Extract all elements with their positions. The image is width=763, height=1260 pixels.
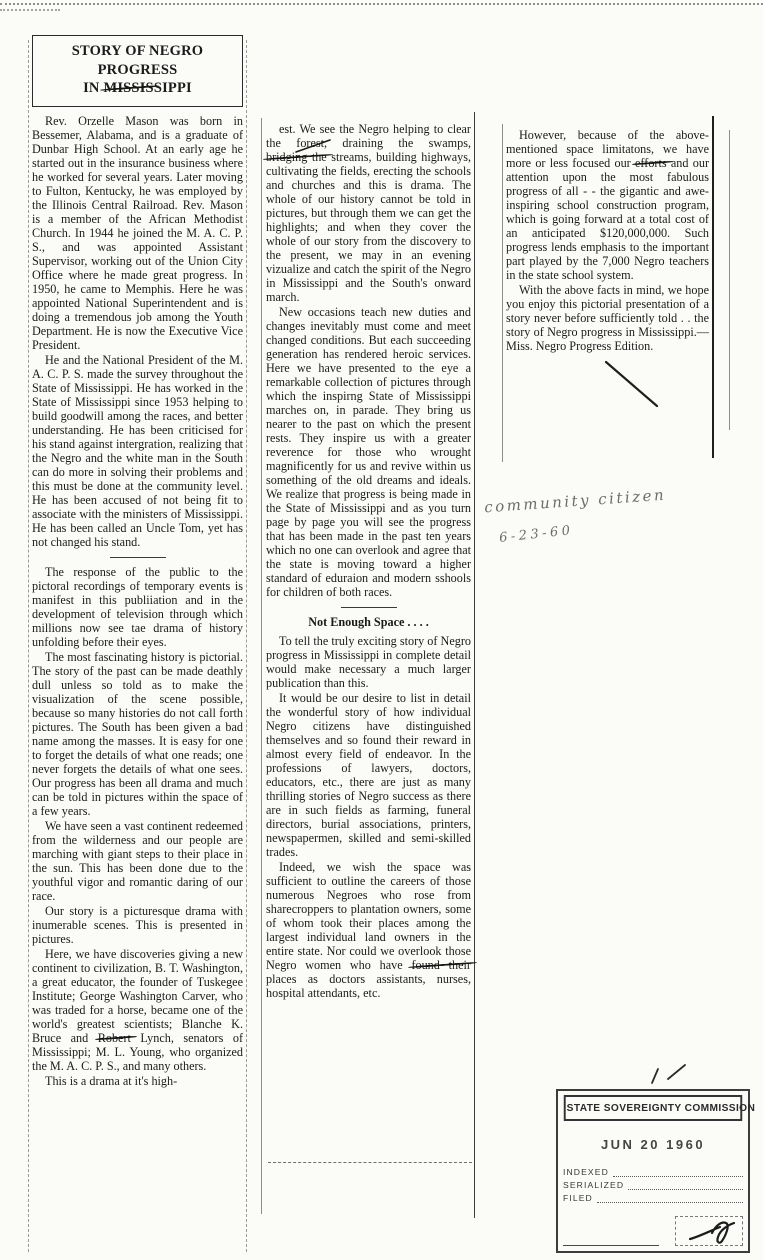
headline-line-2 (35, 79, 240, 98)
column-rule-right-of-col2 (474, 112, 475, 1218)
text-segment: The most fascinating history is pictorial. The story of the past can be made deathly dull unless so told as to make the visualization of the scene possible, because so many histories do not call forth pictures. The South has been given a bad name among the masses. It is easy for one to forget the details of what one reads; one never forgets the details of what one sees. Our progress has been all drama and much can be told in pictures within the space of a few years. (32, 649, 243, 818)
headline-box (32, 35, 243, 107)
column-rule-right-of-col3 (712, 116, 714, 458)
dotted-leader (613, 1168, 743, 1177)
text-segment: IN (83, 80, 104, 96)
paragraph (506, 128, 709, 282)
paragraph (266, 634, 471, 690)
column-rule-right-of-col1 (246, 40, 247, 1252)
section-divider (110, 557, 166, 558)
column-3 (506, 128, 709, 353)
stamp-field-label: INDEXED (563, 1167, 609, 1177)
text-segment: Our story is a picturesque drama with inumerable scenes. This is presented in pictures. (32, 903, 243, 946)
pen-strikethrough: efforts (635, 156, 667, 170)
subhead-not-enough-space: Not Enough Space . . . . (308, 615, 429, 629)
pen-tick-mark (652, 1069, 658, 1083)
stamp-bottom-row (563, 1216, 743, 1246)
text-segment: New occasions teach new duties and changes inevitably must come and meet changed conditions. But each succeeding generation has rendered heroic services. Here we have presented to the eye a remarkable collection of pictures through which the inspirng State of Mississippi marches on, in parade. They bring us nearer to the past on which the present rests. They inspire us with a greater reverence for those who wrought magnificently for us and revive within us something of the old dreams and ideals. We realize that progress is being made in the State of Mississippi and as you turn page by page you will see the progress that has been made in the past ten years which no one can overlook and agree that the state is moving toward a higher standard of eduraion and modern sshools for children of both races. (266, 305, 471, 599)
dotted-leader (597, 1194, 743, 1203)
column-rule-left-of-col2 (261, 118, 262, 1214)
state-sovereignty-commission-stamp (556, 1089, 756, 1253)
pen-tick-mark (668, 1065, 685, 1079)
pen-strikethrough: MISSIS (103, 80, 154, 96)
column-2 (266, 122, 471, 1000)
stamp-fields (563, 1167, 743, 1203)
paragraph (32, 947, 243, 1073)
column-rule-left-of-col3 (502, 124, 503, 462)
pen-strikethrough: bridging the (266, 150, 327, 164)
text-segment: SIPPI (153, 80, 192, 96)
paragraph (32, 1074, 243, 1088)
paragraph (32, 353, 243, 549)
pen-strikethrough: found their (411, 958, 471, 972)
column-1 (32, 35, 243, 1088)
stamp-field-label: SERIALIZED (563, 1180, 625, 1190)
stamp-field-label: FILED (563, 1193, 593, 1203)
pen-strikethrough: Robert (97, 1030, 131, 1045)
headline-line-1: STORY OF NEGRO PROGRESS (71, 43, 204, 78)
paragraph (266, 691, 471, 859)
paragraph (32, 650, 243, 818)
text-segment: He and the National President of the M. A. C. P. S. made the survey throughout the State of Mississippi. He has worked in the State of Mississippi since 1953 helping to build goodwill among the races, and better understanding. He has been criticised for his stand against intergration, realizing that the Negro and the white man in the South can do more in solving their problems and this must be done at the community level. He has been accused of not being fit to associate with the ministers of Mississippi. He has been called an Uncle Tom, yet has not changed his stand. (32, 352, 243, 549)
text-segment: est. We see the Negro helping to clear the forest, draining the swamps, (266, 122, 471, 150)
stamp-field-serialized (563, 1180, 743, 1190)
clipping-bottom-dashed-edge (268, 1162, 472, 1163)
page-edge-rule (729, 130, 730, 430)
paragraph (32, 565, 243, 649)
text-segment: This is a drama at it's high- (45, 1073, 178, 1088)
handwritten-source-note: community citizen (483, 485, 667, 517)
text-segment: and our attention upon the most fabulous progress of all - - the gigantic and awe-inspiring school construction program, which is going forward at a total cost of an anticipated $120,000,000. Such progress lends emphasis to the important part played by the 7,000 Negro teachers in the state school system. (506, 156, 710, 282)
column-rule-left-of-col1 (28, 40, 29, 1252)
text-segment: Indeed, we wish the space was sufficient to outline the careers of those numerous Negroes who rose from sharecroppers to plantation owners, some of whom took their places among the largest individual land owners in the entire state. Nor could we overlook those Negro women who have (266, 860, 471, 972)
handwritten-date-note: 6-23-60 (498, 523, 575, 546)
section-divider (341, 607, 397, 608)
text-segment: However, because of the above-mentioned space limitatons, we have more or less focused our (506, 128, 709, 170)
paragraph (506, 283, 709, 353)
text-segment: streams, building highways, cultivating the fields, erecting the schools and churches and this is drama. The whole of our history cannot be told in pictures, but through them we can get the highlights; and when they cover the whole of our story from the discovery to the present, we may in an evening vizualize and catch the spirit of the Negro in Mississippi and the South's onward march. (266, 150, 471, 304)
paragraph (266, 860, 471, 1000)
text-segment: The response of the public to the pictoral recordings of temporary events is manifest in this publiiation and in the development of television through which millions now see tae drama of history unfolding before their eyes. (32, 564, 243, 649)
stamp-title: STATE SOVEREIGNTY COMMISSION (564, 1095, 742, 1121)
text-segment: Here, we have discoveries giving a new continent to civilization, B. T. Washington, a great educator, the founder of Tuskegee Institute; George Washington Carver, who was traded for a horse, became one of the world's greatest scientists; Blanche K. Bruce and (32, 946, 243, 1045)
stamp-signature-line (563, 1231, 659, 1246)
text-segment: To tell the truly exciting story of Negro progress in Mississippi in complete detail would make necessary a much larger publication than this. (266, 634, 471, 690)
paragraph (32, 114, 243, 352)
dotted-leader (628, 1181, 743, 1190)
text-segment: Rev. Orzelle Mason was born in Bessemer, Alabama, and is a graduate of Dunbar High School. At an early age he started out in the insurance business where he worked for several years. Later moving to Fulton, Kentucky, he was employed by the Illinois Central Railroad. Rev. Mason is a member of the African Methodist Church. In 1944 he joined the M. A. C. P. S., and was appointed Assistant Supervisor, working out of the Union City Office where he made great progress. In 1950, he came to Memphis. Here he was appointed National Superintendent and is doing a tremendous job among the Youth Department. He is now the Executive Vice President. (32, 113, 243, 352)
pen-initials-icon (676, 1217, 742, 1245)
stamp-field-indexed (563, 1167, 743, 1177)
perforated-top-edge (0, 3, 763, 5)
text-segment: places as doctors assistants, nurses, hospital attendants, etc. (266, 972, 471, 1000)
stamp-initial-box (675, 1216, 743, 1246)
paragraph (266, 122, 471, 304)
perforated-top-edge-fragment (0, 9, 60, 11)
text-segment: We have seen a vast continent redeemed from the wilderness and our people are marching with giant steps to their place in the sun. This has been done due to the youthful vigor and romantic daring of our race. (32, 818, 243, 903)
paragraph (266, 305, 471, 599)
text-segment: It would be our desire to list in detail the wonderful story of how individual Negro citizens have distinguished themselves and so found their reward in almost every field of endeavor. In the professions of lawyers, doctors, educators, etc., there are just as many thrilling stories of Negro success as there are in such fields as farming, funeral directors, burial associations, printers, newspapermen, skilled and semi-skilled trades. (266, 691, 471, 859)
stamp-received-date: JUN 20 1960 (600, 1137, 706, 1152)
stamp-field-filed (563, 1193, 743, 1203)
text-segment: With the above facts in mind, we hope you enjoy this pictorial presentation of a story never before sufficiently told . . the story of Negro progress in Mississippi.—Miss. Negro Progress Edition. (506, 283, 709, 353)
paragraph (32, 904, 243, 946)
pen-slash-mark (606, 362, 657, 406)
paragraph (32, 819, 243, 903)
text-segment: Lynch, senators of Mississippi; M. L. Young, who organized the M. A. C. P. S., and many others. (32, 1030, 243, 1073)
